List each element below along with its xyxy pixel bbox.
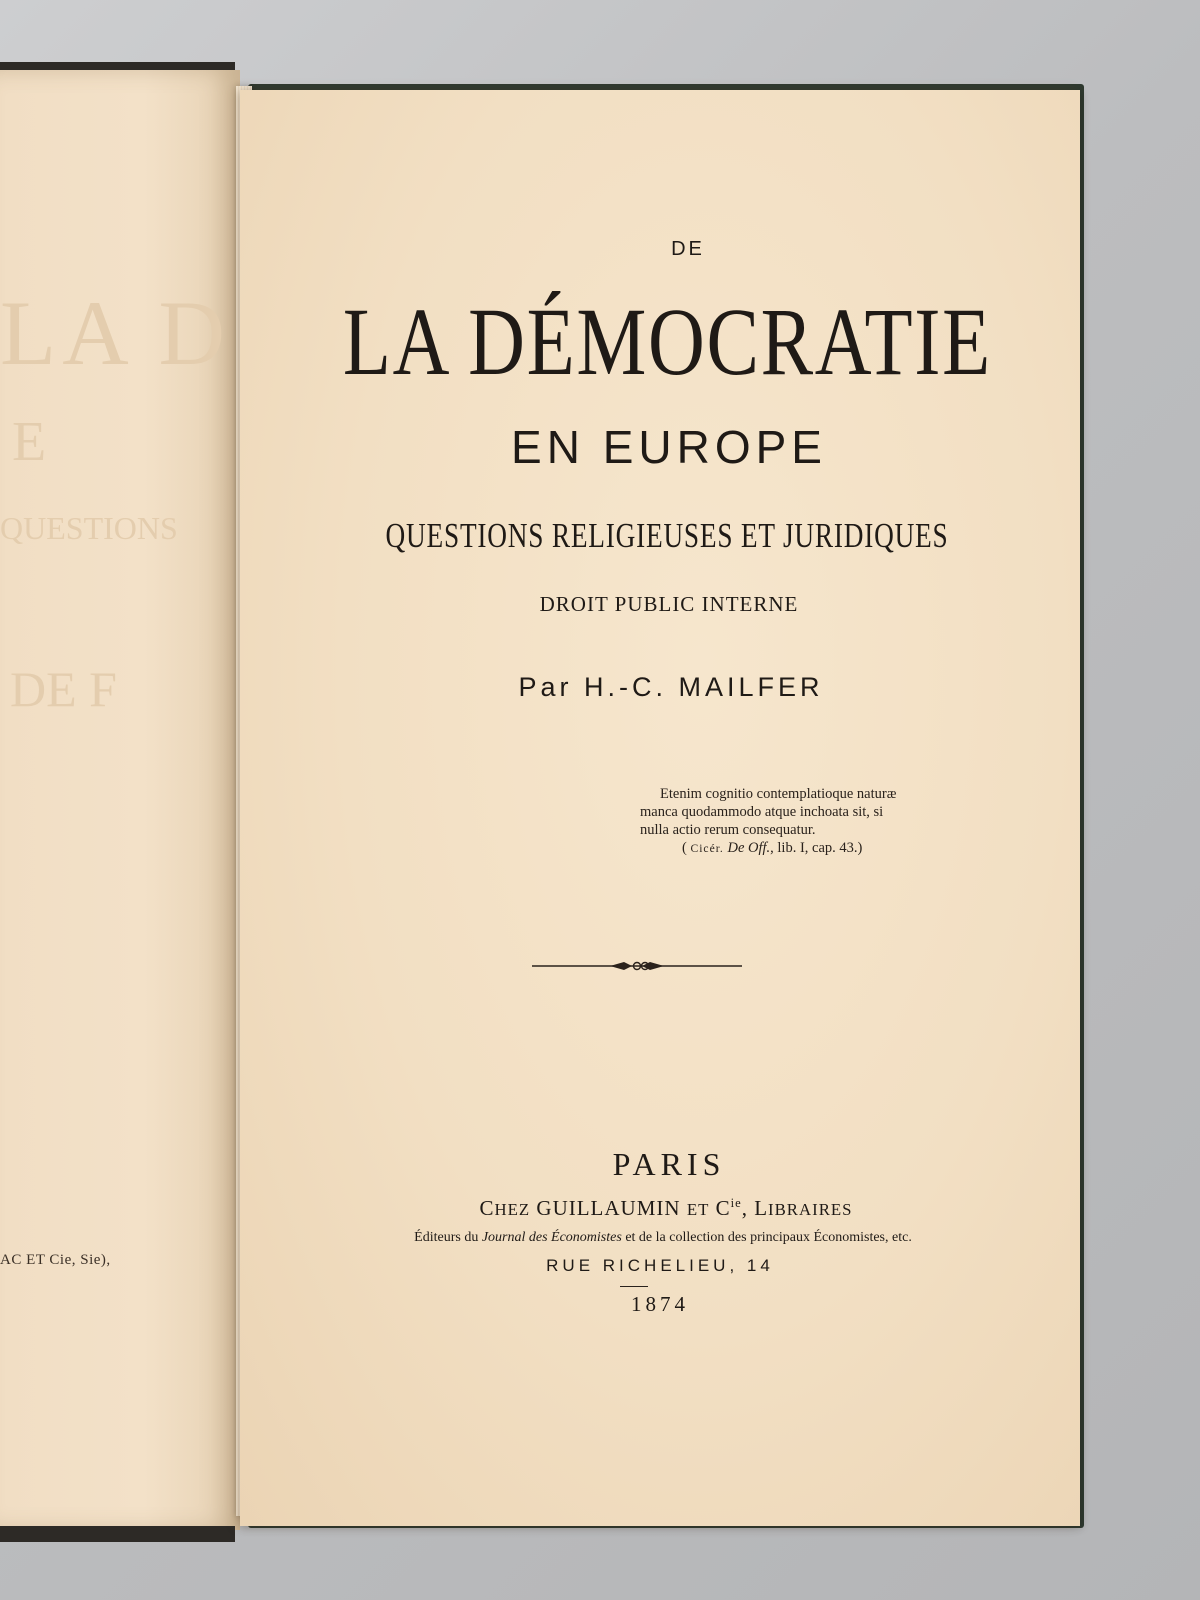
citation-open: ( <box>682 840 691 856</box>
ghost-text: E <box>12 411 47 473</box>
sub-title: EN EUROPE <box>511 421 827 473</box>
publisher-text: ie <box>730 1196 742 1210</box>
author-line: Par H.-C. MAILFER <box>518 672 824 702</box>
citation-rest: , lib. I, cap. 43.) <box>770 840 863 856</box>
publisher-line: CHEZ GUILLAUMIN ET $C^{ie}$, LIBRAIRES <box>479 1196 853 1220</box>
publisher-description-text: Éditeurs du <box>414 1230 482 1245</box>
publisher-address: RUE RICHELIEU, 14 <box>546 1256 774 1275</box>
publisher-text: HEZ <box>494 1200 531 1219</box>
left-page <box>0 70 240 1530</box>
citation-work: De Off. <box>727 840 771 856</box>
journal-title: Journal des Économistes <box>481 1230 622 1245</box>
epigraph-line: manca quodammodo atque inchoata sit, si <box>640 804 884 820</box>
epigraph <box>640 785 960 858</box>
small-rule <box>620 1286 648 1287</box>
epigraph-line: nulla actio rerum consequatur. <box>640 822 816 838</box>
publication-year: 1874 <box>631 1292 689 1316</box>
title-page <box>240 90 1080 1526</box>
publisher-text: L <box>754 1196 769 1220</box>
ghost-text: QUESTIONS <box>0 510 178 546</box>
citation-author: Cicér. <box>690 842 724 855</box>
left-page-imprint: AC ET Cie, Sie), <box>0 1252 111 1268</box>
title-prefix: DE <box>671 238 705 260</box>
main-title: LA DÉMOCRATIE <box>342 288 992 395</box>
epigraph-line: Etenim cognitio contemplatioque naturæ <box>660 786 897 802</box>
left-cover-edge-bottom <box>0 1526 235 1542</box>
ghost-text: DE F <box>10 661 117 717</box>
publisher-text: IBRAIRES <box>768 1200 853 1219</box>
publisher-description <box>240 1230 1080 1246</box>
epigraph-citation <box>640 839 960 858</box>
ornament-divider-icon <box>532 958 742 974</box>
ghost-text: LA D <box>0 282 231 384</box>
subject-line: QUESTIONS RELIGIEUSES ET JURIDIQUES <box>385 516 949 555</box>
subject-subline: DROIT PUBLIC INTERNE <box>539 592 799 616</box>
publisher-text: C <box>715 1196 731 1220</box>
publisher-name: GUILLAUMIN <box>536 1196 681 1220</box>
publisher-text: C <box>479 1196 495 1220</box>
publication-city: PARIS <box>612 1146 726 1182</box>
publisher-description-text: et de la collection des principaux Économistes, etc. <box>621 1230 912 1245</box>
publisher-text: ET <box>686 1200 710 1219</box>
